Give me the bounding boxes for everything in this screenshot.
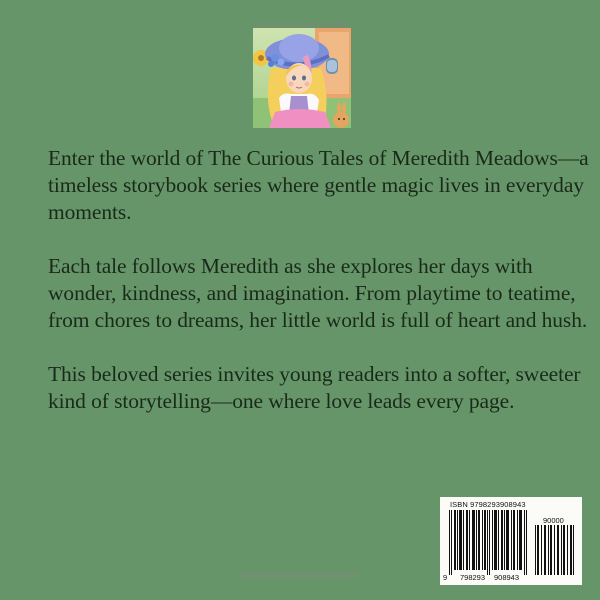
- price-code: 90000: [543, 516, 564, 525]
- back-cover-blurb: [48, 145, 593, 442]
- barcode-addon-icon: [535, 525, 575, 575]
- faint-watermark-top: [255, 23, 349, 26]
- cover-illustration: [253, 28, 351, 128]
- barcode-digits-left: 798293: [460, 573, 486, 582]
- barcode-digit-lead: 9: [443, 573, 448, 582]
- faint-watermark-bottom: [240, 572, 360, 578]
- blurb-paragraph-3: This beloved series invites young readers into a softer, sweeter kind of storytelling—one where love leads every page.: [48, 362, 581, 413]
- barcode-digits-right: 908943: [494, 573, 520, 582]
- girl-illustration-icon: [253, 28, 351, 128]
- blurb-paragraph-1: Enter the world of The Curious Tales of Meredith Meadows—a timeless storybook series where gentle magic lives in everyday moments.: [48, 146, 589, 224]
- barcode-main-icon: [449, 510, 529, 575]
- blurb-paragraph-2: Each tale follows Meredith as she explores her days with wonder, kindness, and imagination. From playtime to teatime, from chores to dreams, her little world is full of heart and hush.: [48, 254, 588, 332]
- isbn-barcode: [440, 497, 582, 585]
- isbn-label: ISBN 9798293908943: [450, 500, 526, 509]
